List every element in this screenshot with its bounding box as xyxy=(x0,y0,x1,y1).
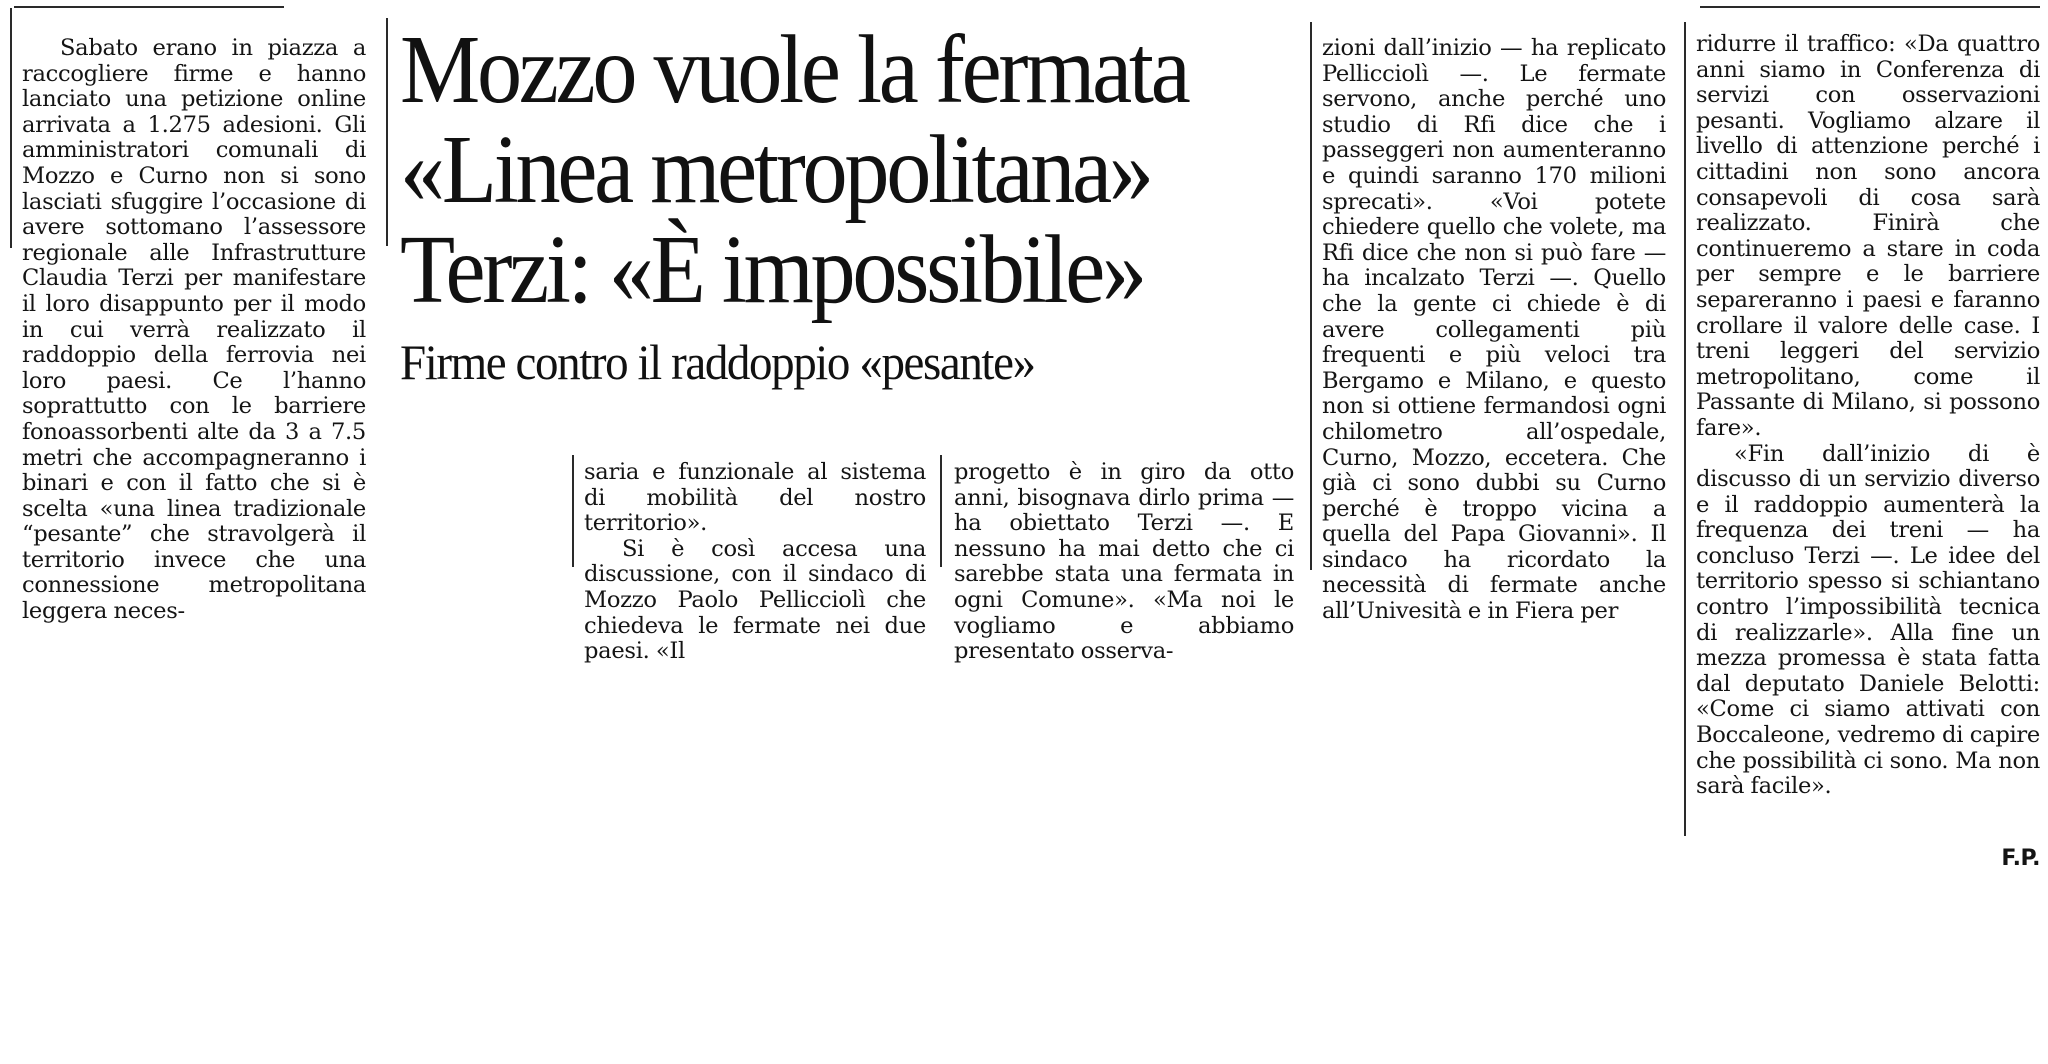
headline xyxy=(400,16,1256,323)
column-rule xyxy=(572,455,574,567)
column-rule xyxy=(940,455,942,567)
paragraph: «Fin dall’inizio di è discusso di un servizio diverso e il raddoppio aumenterà la frequenza dei treni — ha concluso Terzi —. Le idee del territorio spesso si schiantano contro l’impossibilità tecnica di realizzarle». Alla fine un mezza promessa è stata fatta dal deputato Daniele Belotti: «Come ci siamo attivati con Boccaleone, vedremo di capire che possibilità ci sono. Ma non sarà facile». xyxy=(1696,440,2040,800)
author-signature: F.P. xyxy=(2001,846,2040,871)
headline-line: Mozzo vuole la fermata xyxy=(400,16,1188,123)
top-rule-right xyxy=(1700,6,2040,8)
article-column-5 xyxy=(1696,32,2040,800)
paragraph: saria e funzionale al sistema di mobilità del nostro territorio». xyxy=(584,459,926,537)
paragraph: ridurre il traffico: «Da quattro anni siamo in Conferenza di servizi con osservazioni pesanti. Vogliamo alzare il livello di attenzione perché i cittadini non sono ancora consapevoli di cosa sarà realizzato. Finirà che continueremo a stare in coda per sempre e le barriere separeranno i paesi e faranno crollare il valore delle case. I treni leggeri del servizio metropolitano, come il Passante di Milano, si possono fare». xyxy=(1696,31,2040,441)
headline-line: Terzi: «È impossibile» xyxy=(400,216,1144,323)
article-column-1 xyxy=(22,36,366,625)
column-rule xyxy=(1310,22,1312,570)
article-column-2 xyxy=(584,460,926,665)
top-rule-left xyxy=(14,6,284,8)
column-rule xyxy=(386,18,388,246)
subheadline: Firme contro il raddoppio «pesante» xyxy=(400,334,1035,390)
article-column-3 xyxy=(954,460,1294,665)
paragraph: zioni dall’inizio — ha replicato Pellicciolì —. Le fermate servono, anche perché uno studio di Rfi dice che i passeggeri non aumenteranno e quindi saranno 170 milioni sprecati». «Voi potete chiedere quello che volete, ma Rfi dice che non si può fare — ha incalzato Terzi —. Quello che la gente ci chiede è di avere collegamenti più frequenti e più veloci tra Bergamo e Milano, e questo non si ottiene fermandosi ogni chilometro all’ospedale, Curno, Mozzo, eccetera. Che già ci sono dubbi su Curno perché è troppo vicina a quella del Papa Giovanni». Il sindaco ha ricordato la necessità di fermate anche all’Univesità e in Fiera per xyxy=(1322,35,1666,625)
column-rule xyxy=(1684,22,1686,836)
paragraph: Si è così accesa una discussione, con il sindaco di Mozzo Paolo Pellicciolì che chiedeva le fermate nei due paesi. «Il xyxy=(584,535,926,665)
paragraph: Sabato erano in piazza a raccogliere firme e hanno lanciato una petizione online arrivata a 1.275 adesioni. Gli amministratori comunali di Mozzo e Curno non si sono lasciati sfuggire l’occasione di avere sottomano l’assessore regionale alle Infrastrutture Claudia Terzi per manifestare il loro disappunto per il modo in cui verrà realizzato il raddoppio della ferrovia nei loro paesi. Ce l’hanno soprattutto con le barriere fonoassorbenti alte da 3 a 7.5 metri che accompagneranno i binari e con il fatto che si è scelta «una linea tradizionale “pesante” che stravolgerà il territorio invece che una connessione metropolitana leggera neces- xyxy=(22,35,366,625)
headline-line: «Linea metropolitana» xyxy=(400,116,1151,223)
article-column-4 xyxy=(1322,36,1666,625)
column-rule xyxy=(10,8,12,248)
paragraph: progetto è in giro da otto anni, bisognava dirlo prima — ha obiettato Terzi —. E nessuno ha mai detto che ci sarebbe stata una fermata in ogni Comune». «Ma noi le vogliamo e abbiamo presentato osserva- xyxy=(954,459,1294,665)
